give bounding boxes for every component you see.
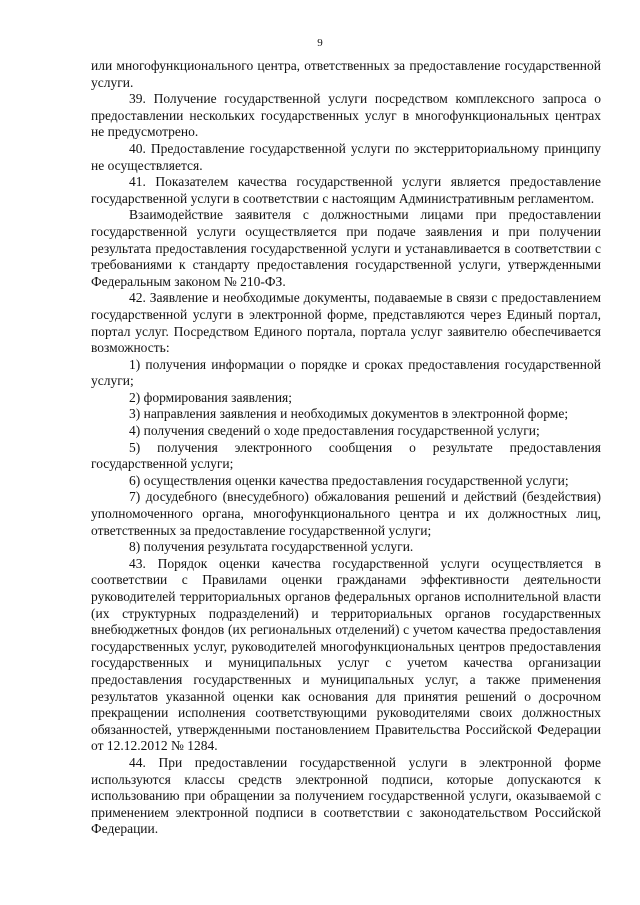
paragraph-43: 43. Порядок оценки качества государственной услуги осуществляется в соответствии с Правилами оценки гражданами эффективности деятельности руководителей территориальных органов федеральных органов исполнительной власти (их структурных подразделений) и территориальных органов государственных внебюджетных фондов (их региональных отделений) с учетом качества предоставления государственных услуг, руководителей многофункциональных центров предоставления государственных и муниципальных услуг с учетом качества организации предоставления государственных и муниципальных услуг, а также применения результатов указанной оценки как основания для принятия решений о досрочном прекращении исполнения соответствующими руководителями своих должностных обязанностей, утвержденными постановлением Правительства Российской Федерации от 12.12.2012 № 1284. xyxy=(91,555,601,754)
page-number: 9 xyxy=(317,37,323,49)
paragraph-continuation: или многофункционального центра, ответственных за предоставление государственной услуги. xyxy=(91,58,601,90)
paragraph-41-interaction: Взаимодействие заявителя с должностными лицами при предоставлении государственной услуги осуществляется при подаче заявления и при получении результата предоставления государственной услуги и устанавливается в соответствии с требованиями к стандарту предоставления государственной услуги, утвержденными Федеральным законом № 210-ФЗ. xyxy=(91,207,601,289)
list-item-5: 5) получения электронного сообщения о результате предоставления государственной услуги; xyxy=(91,439,601,472)
paragraph-40: 40. Предоставление государственной услуги по экстерриториальному принципу не осуществляется. xyxy=(91,140,601,173)
list-item-6: 6) осуществления оценки качества предоставления государственной услуги; xyxy=(129,472,569,488)
list-item-4: 4) получения сведений о ходе предоставления государственной услуги; xyxy=(129,423,540,439)
paragraph-41: 41. Показателем качества государственной услуги является предоставление государственной услуги в соответствии с настоящим Административным регламентом. xyxy=(91,174,601,206)
list-item-7: 7) досудебного (внесудебного) обжалования решений и действий (бездействия) уполномоченного органа, многофункционального центра и их должностных лиц, ответственных за предоставление государственной услуги; xyxy=(91,489,601,538)
paragraph-44: 44. При предоставлении государственной услуги в электронной форме используются классы средств электронной подписи, которые допускаются к использованию при обращении за получением государственной услуги, оказываемой с применением электронной подписи в соответствии с законодательством Российской Федерации. xyxy=(91,754,601,837)
list-item-1: 1) получения информации о порядке и сроках предоставления государственной услуги; xyxy=(91,356,601,389)
list-item-3: 3) направления заявления и необходимых документов в электронной форме; xyxy=(129,406,569,422)
document-body xyxy=(91,58,601,838)
paragraph-39: 39. Получение государственной услуги посредством комплексного запроса о предоставлении нескольких государственных услуг в многофункциональных центрах не предусмотрено. xyxy=(91,91,601,140)
list-item-2: 2) формирования заявления; xyxy=(129,389,293,405)
list-item-8: 8) получения результата государственной услуги. xyxy=(129,539,414,555)
paragraph-42: 42. Заявление и необходимые документы, подаваемые в связи с предоставлением государственной услуги в электронной форме, представляются через Единый портал, портал услуг. Посредством Единого портала, портала услуг заявителю обеспечивается возможность: xyxy=(91,290,601,356)
